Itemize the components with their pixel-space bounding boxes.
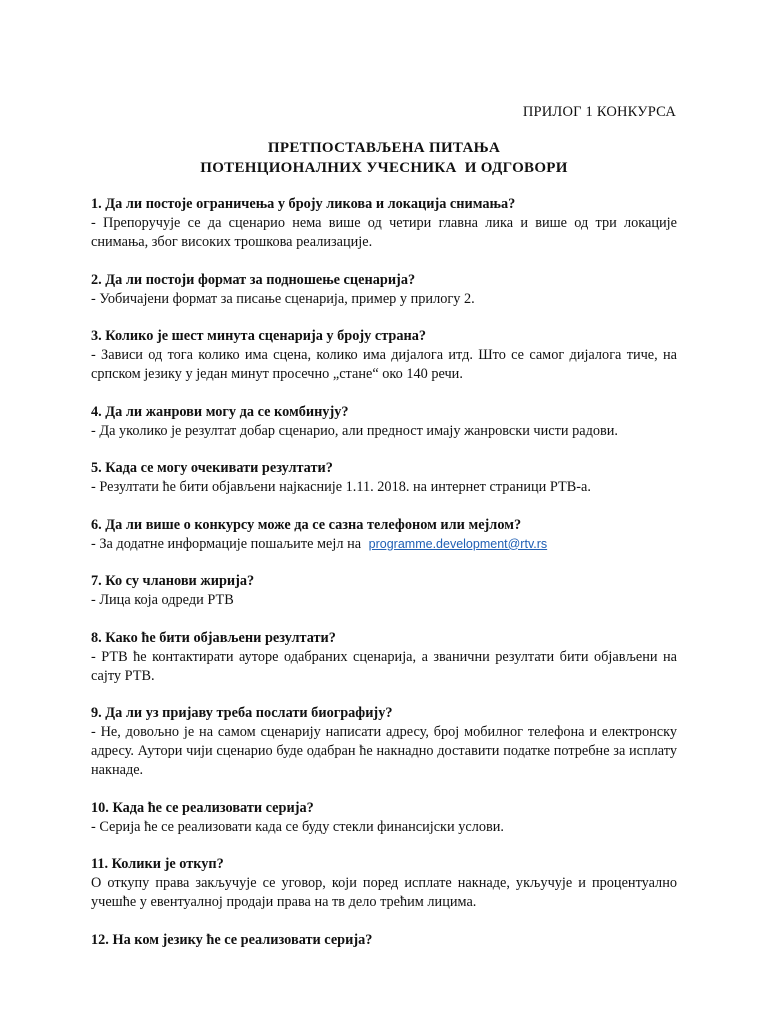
question-6: 6. Да ли више о конкурсу може да се сазна телефоном или мејлом? bbox=[91, 516, 522, 533]
answer-8: - РТВ ће контактирати ауторе одабраних сценарија, а званични резултати бити објављени на сајту РТВ. bbox=[91, 648, 677, 684]
answer-10: - Серија ће се реализовати када се буду стекли финансијски услови. bbox=[91, 818, 504, 835]
qa-item-8 bbox=[91, 629, 677, 686]
answer-2: - Уобичајени формат за писање сценарија, пример у прилогу 2. bbox=[91, 290, 475, 307]
answer-7: - Лица која одреди РТВ bbox=[91, 592, 234, 608]
title-line-1: ПРЕТПОСТАВЉЕНА ПИТАЊА bbox=[267, 140, 501, 156]
question-5: 5. Када се могу очекивати резултати? bbox=[91, 460, 333, 476]
question-3: 3. Колико је шест минута сценарија у броју страна? bbox=[91, 328, 427, 344]
title-line-2: ПОТЕНЦИОНАЛНИХ УЧЕСНИКА И ОДГОВОРИ bbox=[200, 160, 568, 176]
answer-1: - Препоручује се да сценарио нема више од четири главна лика и више од три локације снимања, због високих трошкова реализације. bbox=[91, 215, 677, 250]
answer-3: - Зависи од тога колико има сцена, колико има дијалога итд. Што се самог дијалога тиче, на српском језику у један минут просечно „стане“ око 140 речи. bbox=[91, 347, 677, 382]
answer-6-text: - За додатне информације пошаљите мејл на bbox=[91, 535, 362, 552]
question-1-number: 1 bbox=[91, 196, 99, 212]
qa-item-11 bbox=[91, 855, 677, 912]
qa-item-7 bbox=[91, 572, 677, 610]
question-12: 12. На ком језику ће се реализовати серија? bbox=[91, 931, 373, 948]
qa-item-10 bbox=[91, 799, 677, 837]
question-8: 8. Како ће бити објављени резултати? bbox=[91, 629, 336, 646]
question-2: 2. Да ли постоји формат за подношење сценарија? bbox=[91, 271, 416, 288]
annex-label: ПРИЛОГ 1 КОНКУРСА bbox=[522, 104, 676, 120]
answer-9: - Не, довољно је на самом сценарију написати адресу, број мобилног телефона и електронску адресу. Аутори чији сценарио буде одабран ће накнадно доставити податке потребне за исплату накнаде. bbox=[91, 724, 677, 778]
qa-item-5 bbox=[91, 459, 677, 497]
question-1-text: . Да ли постоје ограничења у броју ликова и локација снимања? bbox=[98, 196, 516, 212]
question-1 bbox=[91, 195, 677, 214]
question-4: 4. Да ли жанрови могу да се комбинују? bbox=[91, 403, 349, 420]
qa-item-2 bbox=[91, 271, 677, 309]
qa-item-9 bbox=[91, 704, 677, 780]
qa-item-3 bbox=[91, 327, 677, 384]
answer-6 bbox=[91, 535, 677, 554]
question-10: 10. Када ће се реализовати серија? bbox=[91, 799, 314, 816]
answer-4: - Да уколико је резултат добар сценарио, али предност имају жанровски чисти радови. bbox=[91, 422, 618, 439]
answer-5: - Резултати ће бити објављени најкасније 1.11. 2018. на интернет страници РТВ-а. bbox=[91, 479, 591, 495]
qa-item-4 bbox=[91, 403, 677, 441]
qa-list bbox=[91, 195, 677, 968]
qa-item-1 bbox=[91, 195, 677, 252]
question-9: 9. Да ли уз пријаву треба послати биографију? bbox=[91, 705, 393, 721]
question-7: 7. Ко су чланови жирија? bbox=[91, 573, 255, 589]
answer-11: О откупу права закључује се уговор, који поред исплате накнаде, укључује и процентуално учешће у евентуалној продаји права на тв дело трећим лицима. bbox=[91, 875, 677, 910]
qa-item-12 bbox=[91, 931, 677, 950]
qa-item-6 bbox=[91, 516, 677, 554]
email-link[interactable]: programme.development@rtv.rs bbox=[368, 536, 548, 551]
document-title bbox=[0, 138, 768, 178]
question-11: 11. Колики је откуп? bbox=[91, 856, 224, 872]
